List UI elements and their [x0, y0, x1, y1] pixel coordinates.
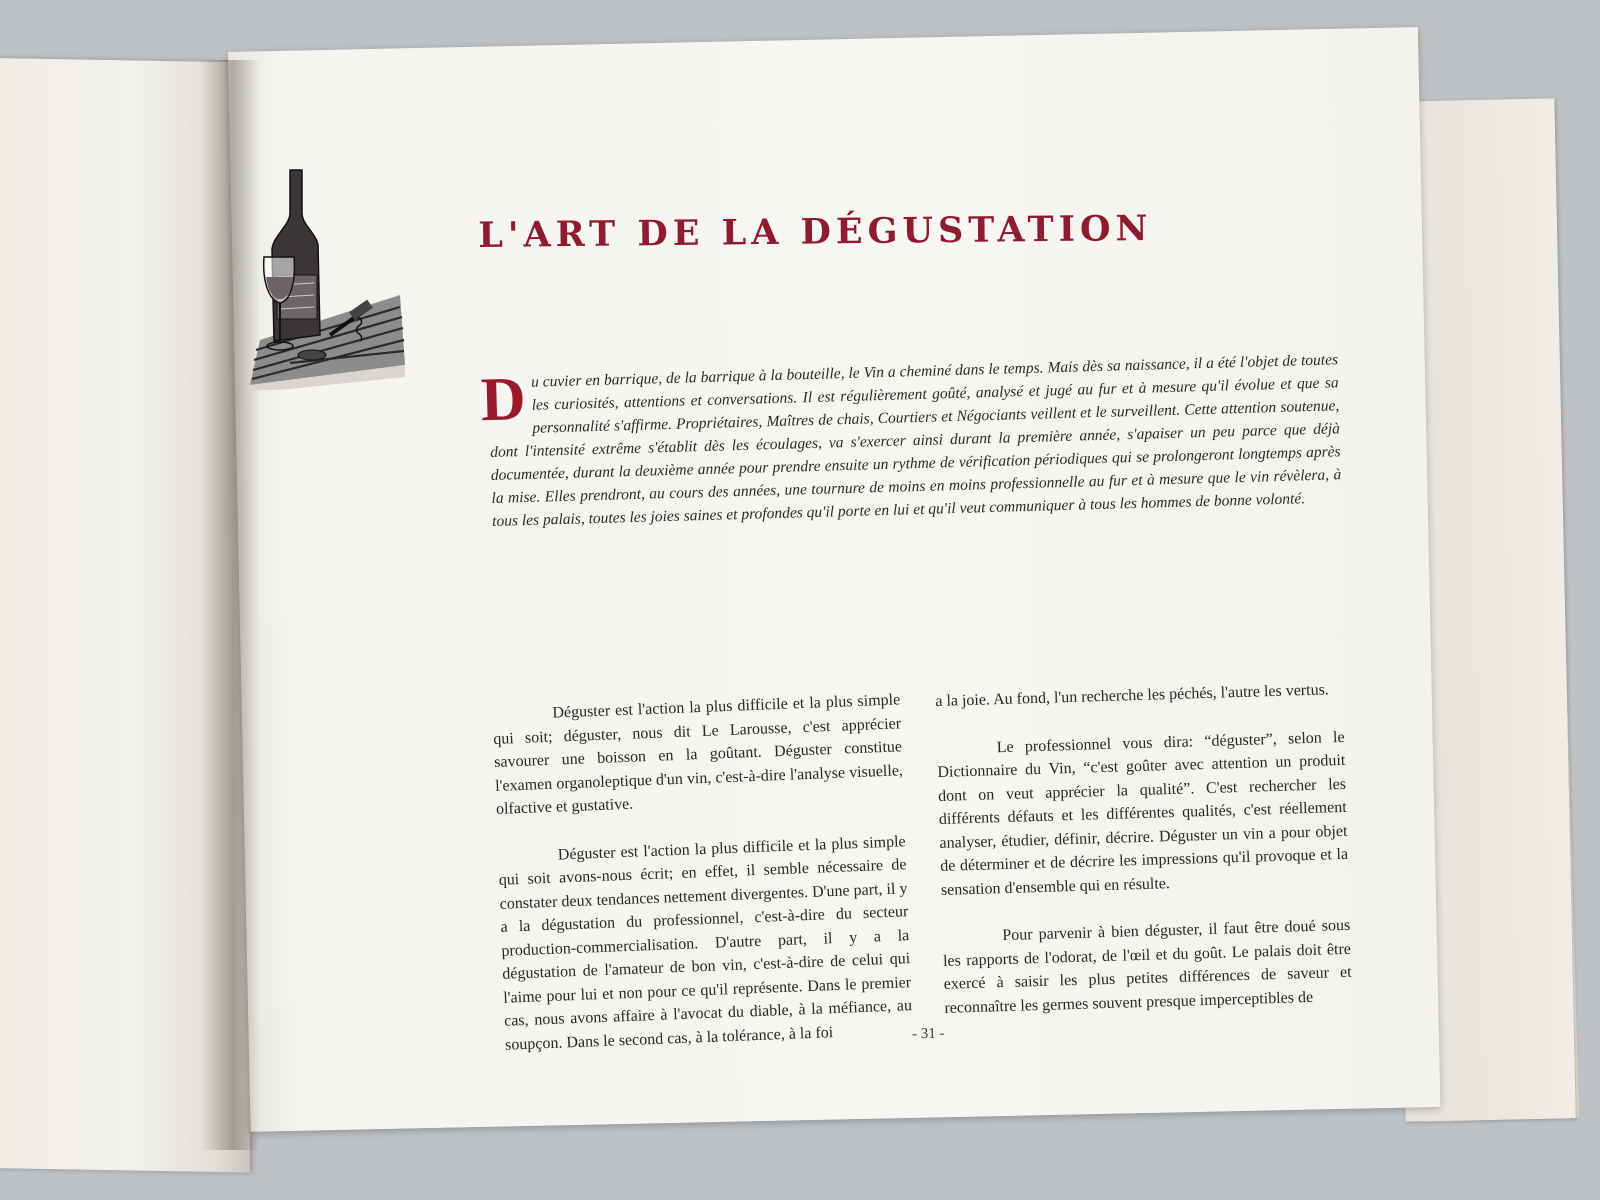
right-paragraph-0: a la joie. Au fond, l'un recherche les péchés, l'autre les vertus. — [935, 681, 1330, 710]
intro-paragraph — [479, 348, 1342, 533]
drop-cap: D — [479, 364, 527, 435]
left-column — [492, 688, 914, 1080]
wine-bottle-glass-corkscrew-icon — [250, 165, 415, 390]
right-column — [935, 678, 1353, 1044]
page-number: - 31 - — [911, 1025, 945, 1043]
intro-text: u cuvier en barrique, de la barrique à la bouteille, le Vin a cheminé dans le temps. Mais dès sa naissance, il a été l'objet de toutes les curiosités, attentions et conversations. Il est régulièrement goûté, analysé et jugé au fur et à mesure qu'il évolue et que sa personnalité s'affirme. Propriétaires, Maîtres de chais, Courtiers et Négociants veillent et le surveillent. Cette attention soutenue, dont l'intensité extrême s'établit dès les écoulages, va s'exercer ainsi durant la première année, s'apaiser un peu parce que déjà documentée, durant la deuxième année pour prendre ensuite un rythme de vérification périodiques qui se prolongeront longtemps après la mise. Elles prendront, au cours des années, une tournure de moins en moins professionnelle au fur et à mesure que le vin révèlera, à tous les palais, toutes les joies saines et profondes qu'il porte en lui et qu'il veut communiquer à tous les hommes de bonne volonté. — [490, 351, 1342, 530]
right-paragraph-1: Le professionnel vous dira: “déguster”, selon le Dictionnaire du Vin, “c'est goûter avec attention un produit dont on veut apprécier la qualité”. C'est rechercher les différents défauts et les différentes qualités, c'est réellement analyser, étudier, définir, décrire. Déguster un vin a pour objet de déterminer et de décrire les impressions qu'il provoque et la sensation d'ensemble qui en résulte. — [937, 728, 1349, 899]
page-title: L'ART DE LA DÉGUSTATION — [478, 207, 1153, 256]
left-paragraph-2: Déguster est l'action la plus difficile et la plus simple qui soit avons-nous écrit; en effet, il semble nécessaire de constater deux tendances nettement divergentes. D'une part, il y a la dégustation du professionnel, c'est-à-dire du secteur production-commercialisation. D'autre part, il y a la dégustation de l'amateur de bon vin, c'est-à-dire de celui qui l'aime pour lui et non pour ce qu'il représente. Dans le premier cas, nous avons affaire à l'avocat du diable, à la méfiance, au soupçon. Dans le second cas, à la tolérance, à la foi — [498, 832, 913, 1054]
left-page — [0, 57, 250, 1172]
right-paragraph-2: Pour parvenir à bien déguster, il faut être doué sous les rapports de l'odorat, de l'œil et du goût. Le palais doit être exercé à saisir les plus petites différences de saveur et reconnaître les germes souvent presque imperceptibles de — [942, 916, 1352, 1017]
left-paragraph-1: Déguster est l'action la plus difficile et la plus simple qui soit; déguster, nous dit Le Larousse, c'est apprécier savourer une boisson en la goûtant. Déguster constitue l'examen organoleptique d'un vin, c'est-à-dire l'analyse visuelle, olfactive et gustative. — [493, 691, 904, 818]
